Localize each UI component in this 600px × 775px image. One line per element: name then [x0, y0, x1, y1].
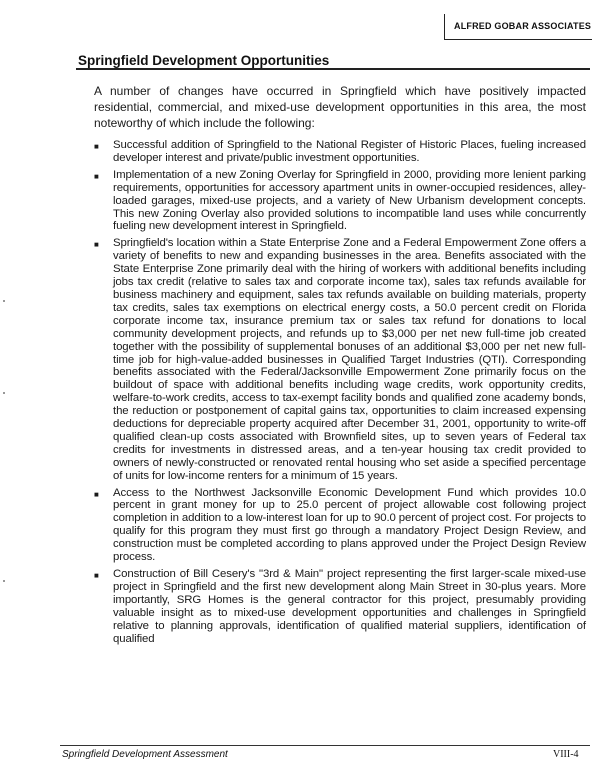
footer-document-title: Springfield Development Assessment — [62, 749, 228, 760]
scan-speck — [3, 392, 5, 394]
bullet-text: Construction of Bill Cesery's "3rd & Main" project representing the first larger-scale mixed-use project in Springfield and the first new development along Main Street in 30-plus years. More importantly, SRG Homes is the general contractor for this project, presumably providing valuable insight as to mixed-use development opportunities and challenges in Springfield relative to planning approvals, identification of qualified material suppliers, identification of qualified — [113, 568, 586, 645]
title-rule — [76, 68, 590, 70]
bullet-square-icon: ■ — [94, 240, 99, 250]
bullet-text: Implementation of a new Zoning Overlay for Springfield in 2000, providing more lenient parking requirements, opportunities for accessory apartment units in owner-occupied residences, alley-loaded garages, mixed-use projects, and a variety of New Urbanism development concepts. This new Zoning Overlay also provided solutions to incompatible land uses while concurrently fueling new development interest in Springfield. — [113, 168, 586, 233]
bullet-item — [94, 237, 586, 482]
scan-speck — [3, 580, 5, 582]
bullet-text: Springfield's location within a State Enterprise Zone and a Federal Empowerment Zone offers a variety of benefits to new and expanding businesses in the area. Benefits associated with the State Enterprise Zone primarily deal with the hiring of workers with additional benefits including jobs tax credit (relative to sales tax and corporate income tax), sales tax refunds available for business machinery and equipment, sales tax refunds available on building materials, property tax credits, sales tax exemptions on electrical energy costs, a 50.0 percent credit on Florida corporate income tax, insurance premium tax or sales tax refund for donations to local community development projects, and refunds up to $3,000 per net new full-time job created together with the possibility of supplemental bonuses of an additional $3,000 per net new full-time job for high-value-added businesses in Qualified Target Industries (QTI). Corresponding benefits associated with the Federal/Jacksonville Empowerment Zone primarily focus on the buildout of space with additional benefits including wage credits, work opportunity credits, welfare-to-work credits, access to tax-exempt facility bonds and qualified zone academy bonds, the reduction or postponement of capital gains tax, opportunities to claim increased expensing deductions for depreciable property acquired after December 31, 2001, opportunity to write-off qualified clean-up costs associated with Brownfield sites, up to seven years of Federal tax credits for investments in distressed areas, and a ten-year housing tax credit provided to owners of newly-constructed or renovated rental housing who set aside a specified percentage of units for low-income renters for a minimum of 15 years. — [113, 237, 586, 482]
bullet-text: Successful addition of Springfield to the National Register of Historic Places, fueling increased developer interest and private/public investment opportunities. — [113, 139, 586, 164]
bullet-square-icon: ■ — [94, 571, 99, 580]
bullet-item — [94, 487, 586, 564]
bullet-item — [94, 169, 586, 234]
bullet-item — [94, 139, 586, 165]
page-number: VIII-4 — [553, 749, 579, 760]
bullet-list — [94, 139, 586, 645]
bullet-text: Access to the Northwest Jacksonville Economic Development Fund which provides 10.0 percent in grant money for up to 25.0 percent of project allowable cost following project completion in addition to a low-interest loan for up to 90.0 percent of project cost. For projects to qualify for this program they must first go through a mandatory Project Design Review, and construction must be completed according to plans approved under the Project Design Review process. — [113, 486, 586, 564]
body-text — [94, 83, 586, 649]
firm-name: ALFRED GOBAR ASSOCIATES — [454, 21, 592, 31]
section-title: Springfield Development Opportunities — [78, 53, 330, 68]
scan-speck — [3, 300, 5, 302]
intro-paragraph: A number of changes have occurred in Springfield which have positively impacted residential, commercial, and mixed-use development opportunities in this area, the most noteworthy of which include the following: — [94, 84, 586, 130]
bullet-square-icon: ■ — [94, 171, 99, 181]
footer-rule — [60, 745, 590, 746]
bullet-square-icon: ■ — [94, 142, 99, 151]
bullet-item — [94, 568, 586, 645]
bullet-square-icon: ■ — [94, 489, 99, 499]
